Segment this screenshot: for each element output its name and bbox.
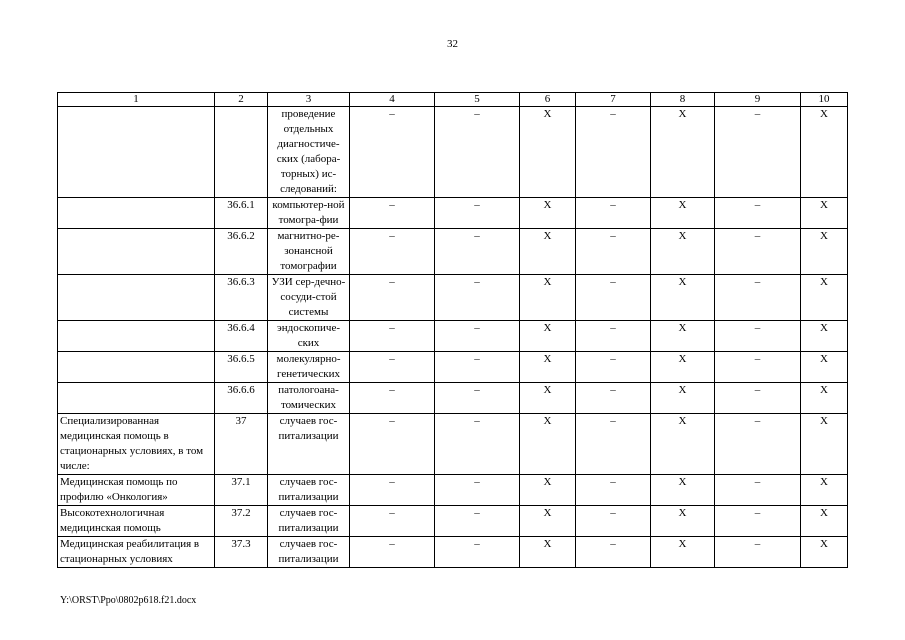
row-value-cell: – (715, 475, 801, 506)
row-value-cell: Х (801, 506, 848, 537)
header-cell: 10 (801, 93, 848, 107)
row-number-cell: 37.1 (215, 475, 268, 506)
row-value-cell: – (576, 475, 651, 506)
row-value-cell: Х (651, 198, 715, 229)
header-cell: 5 (435, 93, 520, 107)
row-value-cell: Х (651, 537, 715, 568)
row-name-cell: Медицинская реабилитация в стационарных условиях (58, 537, 215, 568)
table-body (58, 107, 848, 568)
row-value-cell: – (576, 506, 651, 537)
row-unit-cell: эндоскопиче-ских (268, 321, 350, 352)
row-value-cell: Х (520, 229, 576, 275)
row-value-cell: Х (520, 383, 576, 414)
header-cell: 1 (58, 93, 215, 107)
row-value-cell: – (435, 537, 520, 568)
row-value-cell: Х (801, 414, 848, 475)
row-value-cell: Х (520, 414, 576, 475)
row-value-cell: Х (801, 475, 848, 506)
row-number-cell: 37 (215, 414, 268, 475)
row-value-cell: – (350, 275, 435, 321)
row-value-cell: – (715, 321, 801, 352)
row-value-cell: Х (801, 107, 848, 198)
row-value-cell: – (350, 229, 435, 275)
row-value-cell: – (576, 321, 651, 352)
row-value-cell: – (435, 107, 520, 198)
table-row (58, 321, 848, 352)
row-value-cell: – (435, 506, 520, 537)
row-value-cell: – (350, 506, 435, 537)
row-value-cell: Х (651, 383, 715, 414)
row-number-cell: 37.3 (215, 537, 268, 568)
row-unit-cell: проведение отдельных диагностиче-ских (лабора-торных) ис-следований: (268, 107, 350, 198)
row-value-cell: Х (651, 506, 715, 537)
row-value-cell: – (576, 537, 651, 568)
row-unit-cell: магнитно-ре-зонансной томографии (268, 229, 350, 275)
row-value-cell: Х (801, 537, 848, 568)
row-value-cell: – (350, 321, 435, 352)
row-value-cell: – (435, 383, 520, 414)
row-value-cell: – (576, 383, 651, 414)
row-value-cell: Х (520, 475, 576, 506)
row-value-cell: Х (520, 321, 576, 352)
table-row (58, 275, 848, 321)
row-number-cell: 36.6.6 (215, 383, 268, 414)
row-value-cell: – (715, 537, 801, 568)
row-value-cell: – (350, 537, 435, 568)
row-value-cell: Х (651, 229, 715, 275)
row-value-cell: – (576, 107, 651, 198)
row-value-cell: Х (520, 352, 576, 383)
header-cell: 9 (715, 93, 801, 107)
header-cell: 6 (520, 93, 576, 107)
row-value-cell: Х (520, 537, 576, 568)
row-value-cell: – (435, 198, 520, 229)
row-value-cell: Х (801, 229, 848, 275)
row-unit-cell: молекулярно-генетических (268, 352, 350, 383)
row-name-cell (58, 383, 215, 414)
header-cell: 3 (268, 93, 350, 107)
row-value-cell: Х (801, 321, 848, 352)
table-row (58, 506, 848, 537)
row-value-cell: Х (520, 275, 576, 321)
row-value-cell: Х (801, 352, 848, 383)
row-unit-cell: случаев гос-питализации (268, 414, 350, 475)
page-number: 32 (447, 38, 458, 50)
row-unit-cell: УЗИ сер-дечно-сосуди-стой системы (268, 275, 350, 321)
row-value-cell: – (715, 414, 801, 475)
row-value-cell: – (576, 275, 651, 321)
table-row (58, 229, 848, 275)
row-unit-cell: случаев гос-питализации (268, 475, 350, 506)
row-value-cell: Х (651, 275, 715, 321)
row-name-cell (58, 229, 215, 275)
table-header-row (58, 93, 848, 107)
row-name-cell (58, 321, 215, 352)
header-cell: 4 (350, 93, 435, 107)
row-value-cell: Х (801, 198, 848, 229)
row-number-cell: 37.2 (215, 506, 268, 537)
table-row (58, 537, 848, 568)
row-value-cell: – (350, 198, 435, 229)
row-name-cell (58, 352, 215, 383)
row-value-cell: – (350, 475, 435, 506)
table-row (58, 352, 848, 383)
row-value-cell: – (435, 321, 520, 352)
row-value-cell: – (715, 352, 801, 383)
row-unit-cell: случаев гос-питализации (268, 537, 350, 568)
row-value-cell: – (576, 414, 651, 475)
row-value-cell: Х (801, 275, 848, 321)
row-number-cell: 36.6.5 (215, 352, 268, 383)
row-value-cell: – (576, 229, 651, 275)
row-number-cell: 36.6.3 (215, 275, 268, 321)
row-number-cell: 36.6.1 (215, 198, 268, 229)
row-unit-cell: патологоана-томических (268, 383, 350, 414)
row-value-cell: – (435, 475, 520, 506)
row-value-cell: – (350, 107, 435, 198)
row-value-cell: – (350, 383, 435, 414)
table-row (58, 475, 848, 506)
row-name-cell (58, 198, 215, 229)
data-table (57, 92, 848, 568)
row-value-cell: Х (801, 383, 848, 414)
row-value-cell: – (435, 414, 520, 475)
row-unit-cell: компьютер-ной томогра-фии (268, 198, 350, 229)
header-cell: 7 (576, 93, 651, 107)
table-row (58, 383, 848, 414)
header-cell: 8 (651, 93, 715, 107)
row-value-cell: Х (520, 506, 576, 537)
row-name-cell: Высокотехнологичная медицинская помощь (58, 506, 215, 537)
row-number-cell: 36.6.2 (215, 229, 268, 275)
row-number-cell (215, 107, 268, 198)
row-value-cell: – (350, 414, 435, 475)
row-value-cell: – (715, 506, 801, 537)
row-name-cell: Медицинская помощь по профилю «Онкология» (58, 475, 215, 506)
row-value-cell: – (435, 352, 520, 383)
header-cell: 2 (215, 93, 268, 107)
row-name-cell: Специализированная медицинская помощь в стационарных условиях, в том числе: (58, 414, 215, 475)
row-value-cell: Х (651, 414, 715, 475)
row-value-cell: – (576, 352, 651, 383)
row-value-cell: Х (651, 107, 715, 198)
row-value-cell: – (715, 107, 801, 198)
row-unit-cell: случаев гос-питализации (268, 506, 350, 537)
row-value-cell: – (435, 275, 520, 321)
row-value-cell: – (715, 198, 801, 229)
row-value-cell: – (435, 229, 520, 275)
row-value-cell: – (576, 198, 651, 229)
table-row (58, 414, 848, 475)
row-number-cell: 36.6.4 (215, 321, 268, 352)
row-value-cell: Х (651, 475, 715, 506)
table-row (58, 107, 848, 198)
row-value-cell: – (715, 275, 801, 321)
file-path-footer: Y:\ORST\Ppo\0802p618.f21.docx (60, 595, 197, 606)
row-value-cell: Х (651, 321, 715, 352)
row-value-cell: Х (520, 107, 576, 198)
row-value-cell: – (715, 229, 801, 275)
row-value-cell: Х (520, 198, 576, 229)
row-value-cell: Х (651, 352, 715, 383)
table-row (58, 198, 848, 229)
row-name-cell (58, 275, 215, 321)
row-name-cell (58, 107, 215, 198)
row-value-cell: – (715, 383, 801, 414)
row-value-cell: – (350, 352, 435, 383)
